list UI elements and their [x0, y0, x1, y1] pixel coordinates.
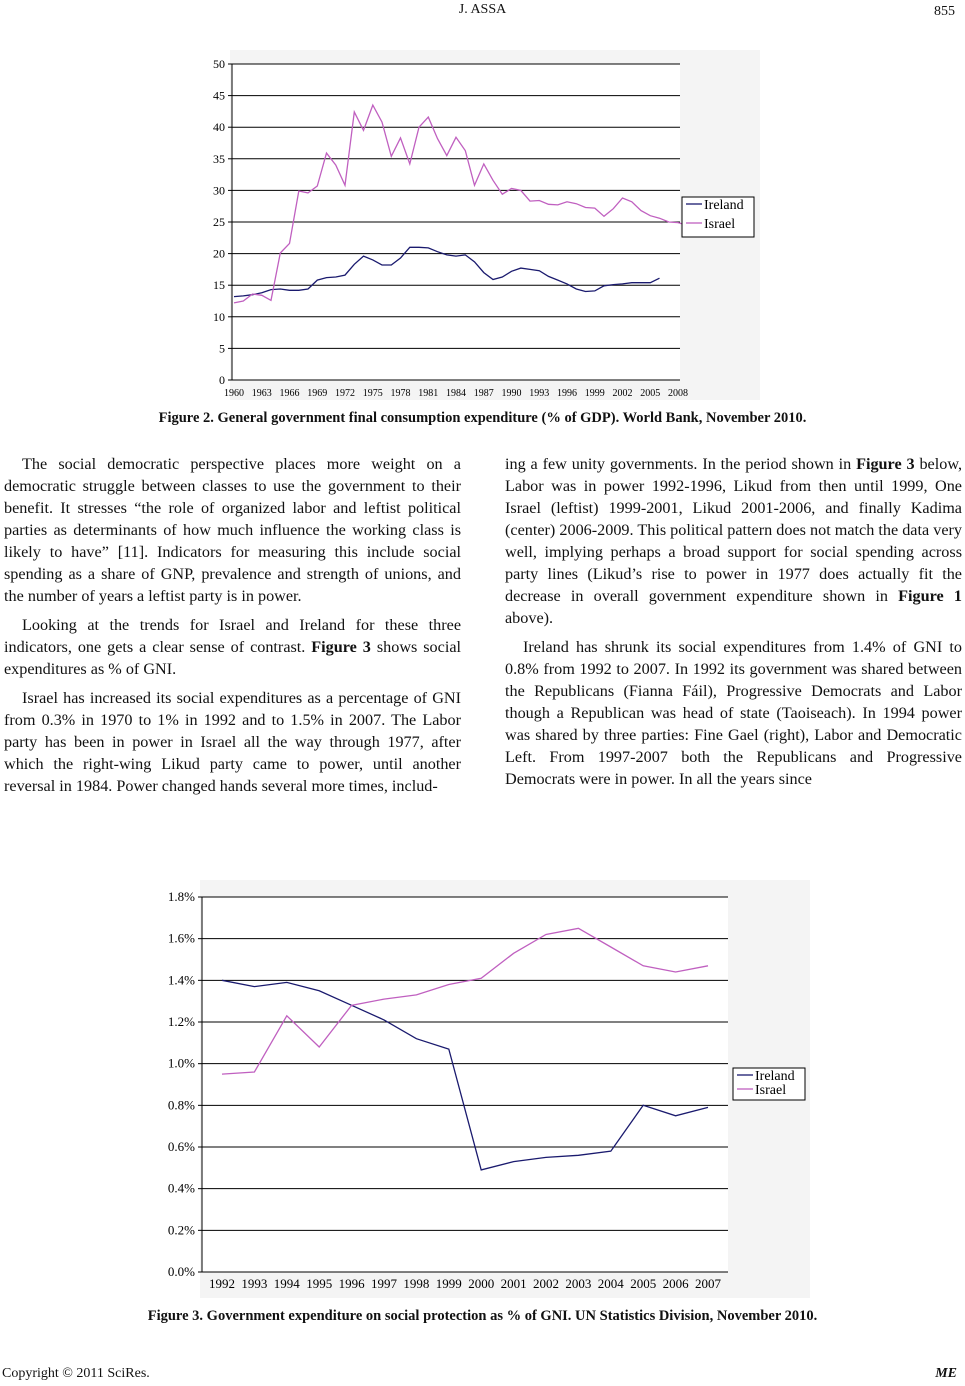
x-tick-label: 1996 — [557, 388, 577, 399]
left-column — [4, 453, 461, 797]
legend-label-israel: Israel — [704, 217, 736, 232]
journal-abbrev: ME — [935, 1366, 957, 1381]
x-tick-label: 1999 — [584, 388, 605, 399]
x-tick-label: 1969 — [307, 388, 328, 399]
legend-label-israel: Israel — [755, 1083, 787, 1098]
x-tick-label: 1994 — [273, 1276, 300, 1291]
x-tick-label: 1984 — [446, 388, 466, 399]
y-tick-label: 1.8% — [167, 889, 195, 904]
paragraph: Looking at the trends for Israel and Ireland for these three indicators, one gets a clear sense of contrast. Figure 3 shows social expenditures as % of GNI. — [4, 616, 461, 678]
figure-ref: Figure 3 — [856, 455, 915, 473]
x-tick-label: 2008 — [668, 388, 688, 399]
paragraph: Ireland has shrunk its social expenditures from 1.4% of GNI to 0.8% from 1992 to 2007. In 1992 its government was shared between the Republicans (Fianna Fáil), Progressive Democrats and Labor though a Republican was head of state (Taoiseach). In 1994 power was shared by three parties: Fine Gael (right), Labor and Democratic Left. From 1997-2007 both the Republicans and Progressive Democrats were in power. In all the years since — [505, 638, 962, 788]
x-tick-label: 2000 — [468, 1276, 495, 1291]
y-tick-label: 10 — [213, 309, 225, 324]
y-tick-label: 0.8% — [167, 1097, 195, 1113]
x-tick-label: 2004 — [597, 1276, 624, 1291]
x-tick-label: 2002 — [533, 1276, 559, 1291]
x-tick-label: 2006 — [662, 1276, 689, 1291]
figure-2-caption: Figure 2. General government final consumption expenditure (% of GDP). World Bank, November 2010. — [158, 410, 807, 426]
plot-area — [202, 897, 728, 1272]
x-tick-label: 1998 — [403, 1276, 430, 1291]
figure-2-chart — [200, 50, 760, 400]
y-tick-label: 30 — [213, 183, 225, 198]
x-tick-label: 1981 — [418, 388, 439, 399]
page-number: 855 — [934, 4, 955, 19]
y-tick-label: 1.4% — [167, 972, 195, 988]
paragraph: Israel has increased its social expenditures as a percentage of GNI from 0.3% in 1970 to 1% in 1992 and to 1.5% in 2007. The Labor party has been in power in Israel all the way through 1977, after which the right-wing Likud party came to power, until another reversal in 1984. Power changed hands several more times, includ- — [4, 689, 461, 795]
y-tick-label: 0.4% — [167, 1180, 195, 1196]
x-tick-label: 1990 — [501, 388, 522, 399]
y-tick-label: 1.0% — [167, 1055, 195, 1071]
x-tick-label: 1966 — [279, 388, 300, 399]
y-tick-label: 0.2% — [167, 1222, 195, 1238]
x-tick-label: 1960 — [224, 388, 244, 399]
x-tick-label: 2005 — [640, 388, 661, 399]
y-tick-label: 0.0% — [167, 1264, 195, 1279]
x-tick-label: 1975 — [362, 388, 383, 399]
x-tick-label: 2002 — [612, 388, 633, 399]
legend-label-ireland: Ireland — [755, 1069, 795, 1084]
x-tick-label: 1999 — [435, 1276, 462, 1291]
figure-3-caption: Figure 3. Government expenditure on social protection as % of GNI. UN Statistics Division, November 2010. — [147, 1308, 818, 1324]
y-tick-label: 0.6% — [167, 1139, 195, 1154]
y-tick-label: 25 — [213, 215, 225, 229]
figure-ref: Figure 3 — [311, 638, 371, 656]
y-tick-label: 0 — [219, 373, 225, 387]
x-tick-label: 1987 — [473, 388, 494, 399]
y-tick-label: 15 — [213, 278, 225, 293]
x-tick-label: 1972 — [335, 388, 355, 399]
figure-ref: Figure 1 — [898, 587, 962, 605]
x-tick-label: 2007 — [695, 1276, 721, 1291]
y-tick-label: 5 — [219, 341, 225, 356]
x-tick-label: 1996 — [338, 1276, 365, 1291]
y-tick-label: 50 — [213, 57, 225, 71]
y-tick-label: 40 — [213, 120, 225, 135]
x-tick-label: 1995 — [306, 1276, 333, 1291]
x-tick-label: 1993 — [241, 1276, 268, 1291]
paragraph: The social democratic perspective places more weight on a democratic struggle between classes to use the government to their benefit. It stresses “the role of organized labor and leftist political parties as determinants of how much influence the working class is likely to have” [11]. Indicators for measuring this include social spending as a share of GNP, prevalence and strength of unions, and the number of years a leftist party is in power. — [4, 455, 461, 605]
x-tick-label: 2001 — [500, 1276, 527, 1291]
right-column — [505, 453, 962, 790]
x-tick-label: 1992 — [209, 1276, 235, 1291]
y-tick-label: 45 — [213, 88, 225, 103]
x-tick-label: 2003 — [565, 1276, 592, 1291]
x-tick-label: 2005 — [630, 1276, 657, 1291]
x-tick-label: 1993 — [529, 388, 550, 399]
x-tick-label: 1978 — [390, 388, 411, 399]
x-tick-label: 1997 — [371, 1276, 397, 1291]
legend-label-ireland: Ireland — [704, 198, 744, 213]
figure-3-svg — [150, 880, 810, 1300]
y-tick-label: 1.6% — [167, 930, 195, 946]
copyright-notice: Copyright © 2011 SciRes. — [2, 1366, 150, 1381]
y-tick-label: 1.2% — [167, 1014, 195, 1029]
running-header-author: J. ASSA — [458, 2, 507, 17]
figure-2-svg — [200, 50, 760, 400]
x-tick-label: 1963 — [251, 388, 272, 399]
y-tick-label: 20 — [213, 246, 225, 261]
y-tick-label: 35 — [213, 151, 225, 166]
figure-3-chart — [150, 880, 810, 1300]
paragraph: ing a few unity governments. In the period shown in Figure 3 below, Labor was in power 1992-1996, Likud from then until 1999, One Israel (leftist) 1999-2001, Likud 2001-2006, and finally Kadima (center) 2006-2009. This political pattern does not match the data very well, implying perhaps a broad support for social spending across party lines (Likud’s rise to power in 1977 does actually fit the decrease in overall government expenditure shown in Figure 1 above). — [505, 455, 962, 627]
